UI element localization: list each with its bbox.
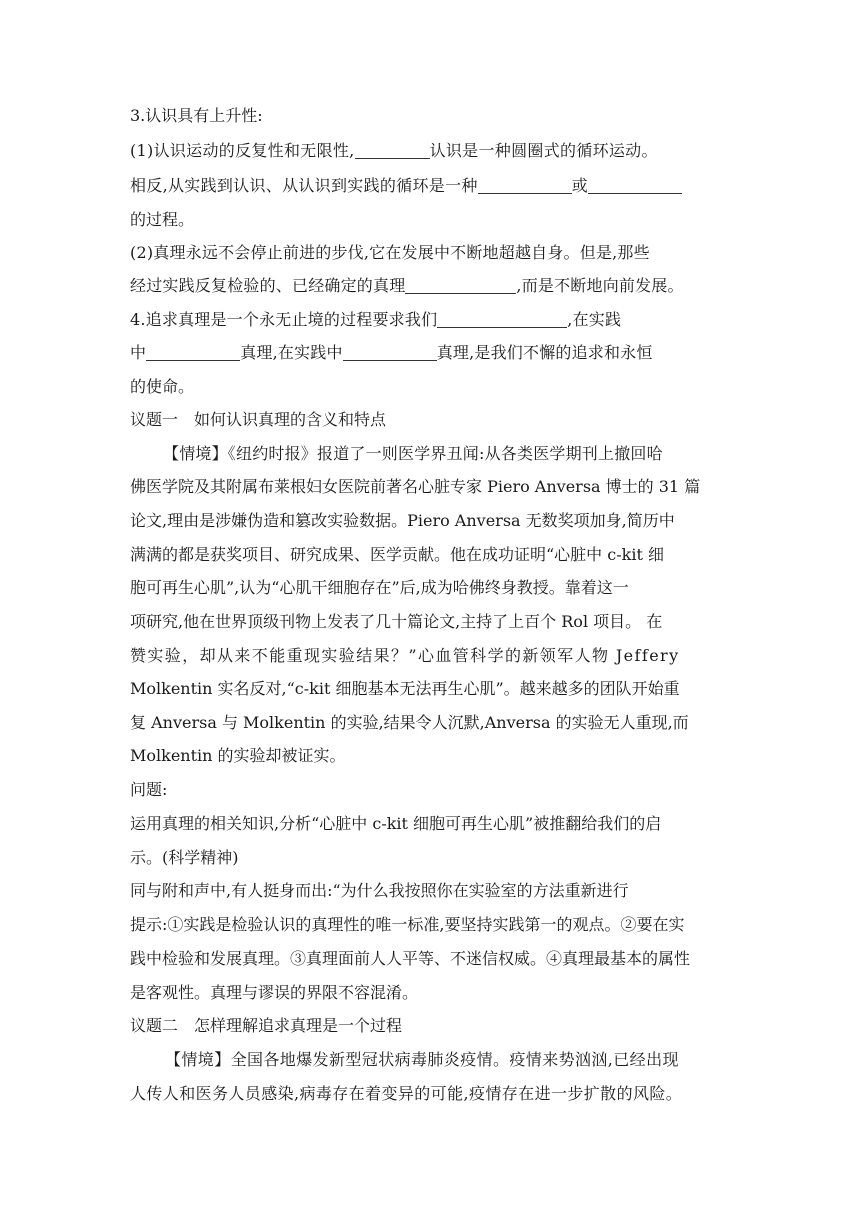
answer-blank[interactable] — [343, 344, 437, 361]
topic1-scenario-line: 论文,理由是涉嫌伪造和篡改实验数据。Piero Anversa 无数奖项加身,简历中 — [130, 511, 675, 530]
text-segment: ,而是不断地向前发展。 — [516, 276, 684, 295]
answer-blank[interactable] — [588, 177, 682, 194]
topic1-scenario-line: 复 Anversa 与 Molkentin 的实验,结果令人沉默,Anversa 的实验无人重现,而 — [130, 713, 689, 732]
topic1-scenario-line: 项研究,他在世界顶级刊物上发表了几十篇论文,主持了上百个 Rol 项目。 在 — [130, 612, 663, 631]
question-line: 运用真理的相关知识,分析“心脏中 c-kit 细胞可再生心肌”被推翻给我们的启 — [130, 814, 662, 833]
answer-blank[interactable] — [437, 311, 567, 328]
section3-item1-line3: 的过程。 — [130, 210, 195, 229]
topic2-scenario-line: 人传人和医务人员感染,病毒存在着变异的可能,疫情存在进一步扩散的风险。 — [130, 1084, 683, 1103]
hint-line: 提示:①实践是检验认识的真理性的唯一标准,要坚持实践第一的观点。②要在实 — [130, 915, 685, 934]
hint-line: 践中检验和发展真理。③真理面前人人平等、不迷信权威。④真理最基本的属性 — [130, 949, 691, 968]
section3-item2-line2 — [130, 276, 684, 296]
answer-blank[interactable] — [146, 344, 240, 361]
topic2-scenario-line: 【情境】全国各地爆发新型冠状病毒肺炎疫情。疫情来势汹汹,已经出现 — [165, 1050, 679, 1069]
section4-line2 — [130, 343, 653, 363]
scenario-continuation-line: 同与附和声中,有人挺身而出:“为什么我按照你在实验室的方法重新进行 — [130, 881, 629, 900]
hint-line: 是客观性。真理与谬误的界限不容混淆。 — [130, 983, 419, 1002]
section4-line3: 的使命。 — [130, 377, 195, 396]
section3-item1-line1 — [130, 141, 658, 161]
text-segment: 认识是一种圆圈式的循环运动。 — [429, 141, 658, 160]
text-segment: 相反,从实践到认识、从认识到实践的循环是一种 — [130, 176, 478, 195]
text-segment: 经过实践反复检验的、已经确定的真理 — [130, 276, 406, 295]
text-segment: 真理,是我们不懈的追求和永恒 — [436, 343, 653, 362]
section4-line1 — [130, 310, 621, 330]
section3-heading: 3.认识具有上升性: — [130, 106, 263, 125]
text-segment: 4.追求真理是一个永无止境的过程要求我们 — [130, 310, 438, 329]
section3-item1-line2 — [130, 176, 682, 196]
topic1-scenario-line: Molkentin 实名反对,“c-kit 细胞基本无法再生心肌”。越来越多的团队开始重 — [130, 679, 680, 698]
topic1-heading: 议题一 如何认识真理的含义和特点 — [130, 410, 387, 429]
question-label: 问题: — [130, 780, 168, 799]
topic1-scenario-line: 赞实验，却从来不能重现实验结果？”心血管科学的新领军人物 Jeffery — [130, 646, 680, 665]
text-segment: 中 — [130, 343, 147, 362]
topic1-scenario-line: 【情境】《纽约时报》报道了一则医学界丑闻:从各类医学期刊上撤回哈 — [163, 444, 663, 463]
topic1-scenario-line: 胞可再生心肌”,认为“心肌干细胞存在”后,成为哈佛终身教授。靠着这一 — [130, 578, 629, 597]
topic1-scenario-line: 佛医学院及其附属布莱根妇女医院前著名心脏专家 Piero Anversa 博士的 31 篇 — [130, 477, 701, 496]
text-segment: 真理,在实践中 — [240, 343, 343, 362]
topic1-scenario-line: Molkentin 的实验却被证实。 — [130, 746, 346, 765]
answer-blank[interactable] — [478, 177, 572, 194]
answer-blank[interactable] — [355, 142, 430, 159]
question-line: 示。(科学精神) — [130, 848, 239, 867]
text-segment: 或 — [571, 176, 588, 195]
text-segment: (1)认识运动的反复性和无限性, — [130, 141, 355, 160]
topic1-scenario-line: 满满的都是获奖项目、研究成果、医学贡献。他在成功证明“心脏中 c-kit 细 — [130, 545, 664, 564]
text-segment: ,在实践 — [567, 310, 622, 329]
answer-blank[interactable] — [405, 277, 516, 294]
section3-item2-line1: (2)真理永远不会停止前进的步伐,它在发展中不断地超越自身。但是,那些 — [130, 243, 650, 262]
topic2-heading: 议题二 怎样理解追求真理是一个过程 — [130, 1016, 403, 1035]
